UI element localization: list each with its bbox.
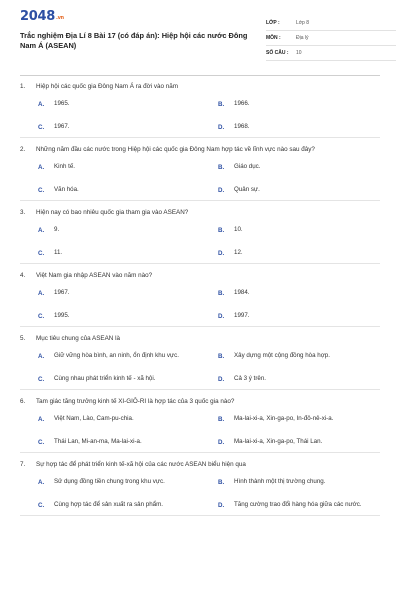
question-text <box>20 453 380 469</box>
question-6 <box>20 390 380 453</box>
option-text: Kinh tế. <box>54 163 75 171</box>
option-letter: C. <box>38 502 45 509</box>
option-text: Việt Nam, Lào, Cam-pu-chia. <box>54 415 134 423</box>
question-text <box>20 75 380 91</box>
answer-option[interactable] <box>200 100 380 109</box>
answer-option[interactable] <box>200 415 380 424</box>
answer-option[interactable] <box>200 375 380 384</box>
option-letter: D. <box>218 313 225 320</box>
answer-options <box>20 154 380 200</box>
meta-table <box>266 16 396 61</box>
answer-option[interactable] <box>200 226 380 235</box>
option-letter: D. <box>218 124 225 131</box>
answer-option[interactable] <box>20 312 200 321</box>
question-number: 1. <box>20 83 26 90</box>
answer-options <box>20 280 380 326</box>
option-text: 1966. <box>234 100 250 108</box>
question-text <box>20 264 380 280</box>
answer-option[interactable] <box>20 501 200 510</box>
answer-option[interactable] <box>200 249 380 258</box>
option-letter: B. <box>218 353 225 360</box>
question-prompt: Hiện nay có bao nhiêu quốc gia tham gia vào ASEAN? <box>36 209 189 216</box>
logo-text: 2048 <box>20 9 55 24</box>
answer-option[interactable] <box>200 289 380 298</box>
option-text: Quân sự. <box>234 186 260 194</box>
option-letter: A. <box>38 290 45 297</box>
answer-options <box>20 217 380 263</box>
option-text: 10. <box>234 226 243 234</box>
option-text: 11. <box>54 249 63 257</box>
question-7 <box>20 453 380 516</box>
option-text: 1984. <box>234 289 250 297</box>
option-letter: A. <box>38 353 45 360</box>
meta-row-count <box>266 46 396 61</box>
answer-option[interactable] <box>200 501 380 510</box>
meta-key: LỚP : <box>266 20 280 26</box>
option-text: 1967. <box>54 289 70 297</box>
question-prompt: Sự hợp tác để phát triển kinh tế-xã hội của các nước ASEAN biểu hiện qua <box>36 461 246 468</box>
option-text: Tăng cường trao đổi hàng hóa giữa các nước. <box>234 501 362 509</box>
answer-option[interactable] <box>20 438 200 447</box>
question-number: 2. <box>20 146 26 153</box>
option-letter: C. <box>38 187 45 194</box>
option-text: Cả 3 ý trên. <box>234 375 266 383</box>
answer-option[interactable] <box>200 163 380 172</box>
option-text: 1997. <box>234 312 250 320</box>
question-number: 7. <box>20 461 26 468</box>
answer-option[interactable] <box>200 478 380 487</box>
option-text: Thái Lan, Mi-an-ma, Ma-lai-xi-a. <box>54 438 142 446</box>
option-text: Văn hóa. <box>54 186 79 194</box>
question-4 <box>20 264 380 327</box>
meta-row-class <box>266 16 396 31</box>
question-text <box>20 390 380 406</box>
question-3 <box>20 201 380 264</box>
answer-option[interactable] <box>20 415 200 424</box>
meta-value: Lớp 8 <box>296 20 310 26</box>
answer-option[interactable] <box>200 312 380 321</box>
question-number: 5. <box>20 335 26 342</box>
logo-domain: .vn <box>55 15 64 21</box>
question-5 <box>20 327 380 390</box>
option-letter: A. <box>38 416 45 423</box>
answer-option[interactable] <box>200 438 380 447</box>
option-letter: C. <box>38 313 45 320</box>
meta-value: Địa lý <box>296 35 309 41</box>
answer-option[interactable] <box>20 352 200 361</box>
answer-option[interactable] <box>20 249 200 258</box>
option-letter: A. <box>38 164 45 171</box>
option-text: 12. <box>234 249 243 257</box>
option-letter: B. <box>218 416 225 423</box>
option-letter: D. <box>218 187 225 194</box>
answer-option[interactable] <box>200 352 380 361</box>
option-text: Sử dụng đồng tiền chung trong khu vực. <box>54 478 165 486</box>
site-logo[interactable] <box>20 9 64 24</box>
option-letter: B. <box>218 164 225 171</box>
question-number: 6. <box>20 398 26 405</box>
answer-option[interactable] <box>20 163 200 172</box>
answer-options <box>20 469 380 515</box>
question-prompt: Hiệp hội các quốc gia Đông Nam Á ra đời vào năm <box>36 83 179 90</box>
question-text <box>20 327 380 343</box>
page-title: Trắc nghiệm Địa Lí 8 Bài 17 (có đáp án): Hiệp hội các nước Đông Nam Á (ASEAN) <box>20 31 248 50</box>
option-text: 1967. <box>54 123 70 131</box>
option-text: 1995. <box>54 312 70 320</box>
option-text: Xây dựng một cộng đồng hòa hợp. <box>234 352 330 360</box>
answer-option[interactable] <box>20 100 200 109</box>
answer-option[interactable] <box>200 186 380 195</box>
option-letter: D. <box>218 376 225 383</box>
answer-options <box>20 343 380 389</box>
option-text: 1965. <box>54 100 70 108</box>
option-text: Cùng nhau phát triển kinh tế - xã hội. <box>54 375 156 383</box>
question-text <box>20 138 380 154</box>
question-number: 3. <box>20 209 26 216</box>
option-letter: A. <box>38 101 45 108</box>
option-letter: D. <box>218 439 225 446</box>
answer-option[interactable] <box>20 186 200 195</box>
option-letter: B. <box>218 227 225 234</box>
meta-row-subject <box>266 31 396 46</box>
answer-option[interactable] <box>20 289 200 298</box>
answer-options <box>20 91 380 137</box>
option-text: Hình thành một thị trường chung. <box>234 478 326 486</box>
question-prompt: Tam giác tăng trưởng kinh tế XI-GIÔ-RI là hợp tác của 3 quốc gia nào? <box>36 398 235 405</box>
option-text: Ma-lai-xi-a, Xin-ga-po, Thái Lan. <box>234 438 323 446</box>
option-text: Cùng hợp tác để sản xuất ra sản phẩm. <box>54 501 163 509</box>
answer-option[interactable] <box>20 375 200 384</box>
meta-key: SỐ CÂU : <box>266 50 289 56</box>
option-text: Giáo dục. <box>234 163 261 171</box>
option-letter: C. <box>38 250 45 257</box>
question-prompt: Những năm đầu các nước trong Hiệp hội các quốc gia Đông Nam hợp tác về lĩnh vực nào sau đây? <box>36 146 315 153</box>
option-letter: D. <box>218 250 225 257</box>
question-2 <box>20 138 380 201</box>
option-text: Giữ vững hòa bình, an ninh, ổn định khu vực. <box>54 352 179 360</box>
option-text: 1968. <box>234 123 250 131</box>
option-letter: A. <box>38 479 45 486</box>
option-text: Ma-lai-xi-a, Xin-ga-po, In-đô-nê-xi-a. <box>234 415 334 423</box>
option-letter: C. <box>38 376 45 383</box>
answer-option[interactable] <box>20 123 200 132</box>
option-letter: A. <box>38 227 45 234</box>
meta-value: 10 <box>296 50 302 56</box>
question-1 <box>20 75 380 138</box>
question-list <box>20 75 380 516</box>
question-number: 4. <box>20 272 26 279</box>
option-text: 9. <box>54 226 60 234</box>
option-letter: B. <box>218 101 225 108</box>
option-letter: B. <box>218 479 225 486</box>
header <box>14 0 386 75</box>
option-letter: B. <box>218 290 225 297</box>
question-text <box>20 201 380 217</box>
option-letter: C. <box>38 124 45 131</box>
option-letter: D. <box>218 502 225 509</box>
meta-key: MÔN : <box>266 35 281 41</box>
answer-options <box>20 406 380 452</box>
question-prompt: Việt Nam gia nhập ASEAN vào năm nào? <box>36 272 153 279</box>
answer-option[interactable] <box>200 123 380 132</box>
question-prompt: Mục tiêu chung của ASEAN là <box>36 335 121 342</box>
option-letter: C. <box>38 439 45 446</box>
answer-option[interactable] <box>20 478 200 487</box>
answer-option[interactable] <box>20 226 200 235</box>
